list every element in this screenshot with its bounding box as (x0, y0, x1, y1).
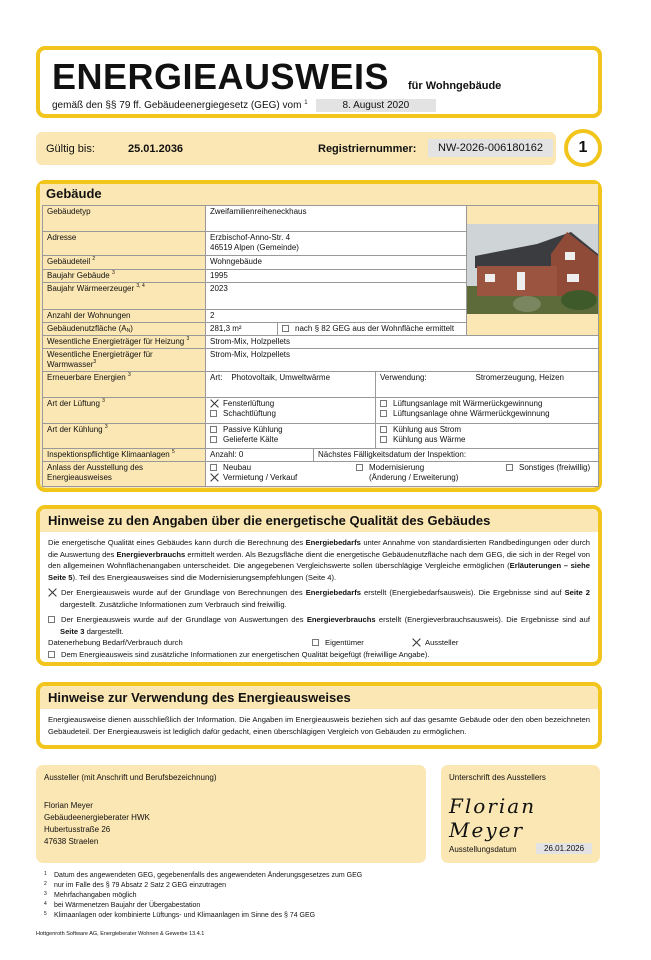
title-box (36, 46, 602, 118)
label-part: Gebäudeteil $^2$ (43, 256, 206, 270)
value-heat-carrier: Strom-Mix, Holzpellets (206, 336, 599, 349)
checkbox-cooling-heat[interactable]: Kühlung aus Wärme (380, 435, 594, 445)
issue-date: 26.01.2026 (536, 843, 592, 854)
label-type: Gebäudetyp (43, 206, 206, 232)
value-address (206, 232, 467, 256)
label-renewables: Erneuerbare Energien $^3$ (43, 372, 206, 398)
value-heater-year: 2023 (206, 283, 467, 310)
label-heat-carrier: Wesentliche Energieträger für Heizung $^3$ (43, 336, 206, 349)
software-credit: Hottgenroth Software AG, Energieberater Wohnen & Gewerbe 13.4.1 (36, 931, 205, 937)
usage-text: Energieausweise dienen ausschließlich der Information. Die Angaben im Energieausweis beziehen sich auf das gesamte Gebäude oder den oben bezeichneten Gebäudeteil. Der Energieausweis ist lediglich dafür gedacht, einen überschlägigen Vergleich von Gebäuden zu ermöglichen. (48, 715, 590, 736)
checkbox-extra-info[interactable]: Dem Energieausweis sind zusätzliche Informationen zur energetischen Qualität beigefügt (freiwillige Angabe). (40, 649, 598, 661)
issuer-street: Hubertusstraße 26 (44, 825, 111, 834)
building-section (36, 180, 602, 492)
value-type: Zweifamilienreiheneckhaus (206, 206, 467, 232)
issue-date-label: Ausstellungsdatum (449, 845, 517, 854)
page-number: 1 (564, 129, 602, 167)
address-line-1: Erzbischof-Anno-Str. 4 (210, 233, 291, 242)
cooling-options-2 (376, 424, 599, 449)
label-ventilation: Art der Lüftung $^3$ (43, 398, 206, 424)
label-year: Baujahr Gebäude $^3$ (43, 270, 206, 283)
checkbox-delivered-cold[interactable]: Gelieferte Kälte (210, 435, 371, 445)
issuer-city: 47638 Straelen (44, 837, 99, 846)
signature-box (441, 765, 600, 863)
registration-label: Registriernummer: (318, 143, 417, 155)
checkbox-neubau[interactable]: Neubau (210, 463, 594, 473)
label-ac: Inspektionspflichtige Klimaanlagen $^5$ (43, 449, 206, 462)
law-date: 8. August 2020 (316, 99, 436, 112)
address-line-2: 46519 Alpen (Gemeinde) (210, 243, 299, 252)
issuer-title: Gebäudeenergieberater HWK (44, 813, 150, 822)
section-title: Hinweise zu den Angaben über die energetische Qualität des Gebäudes (40, 509, 598, 532)
label-cooling: Art der Kühlung $^3$ (43, 424, 206, 449)
checkbox-owner[interactable]: Eigentümer (312, 637, 364, 649)
registration-number: NW-2026-006180162 (428, 139, 553, 157)
value-area: 281,3 m² (206, 323, 278, 336)
issuer-name: Florian Meyer (44, 801, 93, 810)
footnotes (44, 870, 362, 920)
label-reason: Anlass der Ausstellung des Energieausweises (43, 462, 206, 487)
checkbox-lueftung-mit-wrg[interactable]: Lüftungsanlage mit Wärmerückgewinnung (380, 399, 594, 409)
law-reference (52, 99, 436, 112)
label-water-carrier: Wesentliche Energieträger für Warmwasser$^3$ (43, 349, 206, 372)
checkbox-schachtlueftung[interactable]: Schachtlüftung (210, 409, 371, 419)
notes-paragraph: Die energetische Qualität eines Gebäudes kann durch die Berechnung des Energiebedarfs unter Annahme von standardisierten Randbedingungen oder durch die Auswertung des Energieverbrauchs ermittelt werden. Als Bezugsfläche dient die energetische Gebäudenutzfläche nach dem GEG, die sich in der Regel von den allgemeinen Wohnflächenangaben unterscheidet. Die angegebenen Vergleichswerte sollen überschlägige Vergleiche ermöglichen (Erläuterungen – siehe Seite 5). Teil des Energieausweises sind die Modernisierungsempfehlungen (Seite 4). (48, 538, 591, 582)
house-photo-icon (467, 224, 598, 314)
value-water-carrier: Strom-Mix, Holzpellets (206, 349, 599, 372)
footnote: $^2$ nur im Falle des § 79 Absatz 2 Satz 2 GEG einzutragen (44, 881, 226, 889)
checkbox-cooling-electric[interactable]: Kühlung aus Strom (380, 425, 594, 435)
building-photo (467, 206, 599, 336)
label-address: Adresse (43, 232, 206, 256)
notes-section (36, 505, 602, 666)
checkbox-vermietung[interactable]: Vermietung / Verkauf (210, 473, 594, 483)
footnote-ref: 1 (304, 100, 308, 106)
cooling-options (206, 424, 376, 449)
usage-section (36, 682, 602, 749)
section-title: Gebäude (40, 184, 598, 204)
section-title: Hinweise zur Verwendung des Energieausweises (40, 686, 598, 709)
reason-options (206, 462, 599, 487)
checkbox-modernisierung[interactable]: Modernisierung (Änderung / Erweiterung) (356, 463, 458, 483)
valid-until-value: 25.01.2036 (128, 143, 184, 155)
checkbox-demand-certificate[interactable]: Der Energieausweis wurde auf der Grundlage von Berechnungen des Energiebedarfs erstellt (Energiebedarfsausweis). Die Ergebnisse sind auf Seite 2 dargestellt. Zusätzliche Informationen zum Verbrauch sind freiwillig. (40, 587, 598, 610)
area-checkbox[interactable]: nach § 82 GEG aus der Wohnfläche ermittelt (278, 323, 467, 336)
label-heater-year: Baujahr Wärmeerzeuger $^{3, 4}$ (43, 283, 206, 310)
signature-label: Unterschrift des Ausstellers (449, 773, 546, 782)
label-area: Gebäudenutzfläche $(A_N)$ (43, 323, 206, 336)
value-ac-next: Nächstes Fälligkeitsdatum der Inspektion: (314, 449, 599, 462)
value-renewables-type: Art: Photovoltaik, Umweltwärme (206, 372, 376, 398)
law-text: gemäß den §§ 79 ff. Gebäudeenergiegesetz (GEG) vom (52, 100, 302, 111)
checkbox-fensterlueftung[interactable]: Fensterlüftung (210, 399, 371, 409)
footnote: $^3$ Mehrfachangaben möglich (44, 891, 137, 899)
checkbox-issuer[interactable]: Aussteller (412, 637, 458, 649)
document-title: ENERGIEAUSWEIS (52, 56, 390, 97)
checkbox-sonstiges[interactable]: Sonstiges (freiwillig) (506, 463, 590, 473)
value-year: 1995 (206, 270, 467, 283)
value-part: Wohngebäude (206, 256, 467, 270)
value-renewables-use: Verwendung: Stromerzeugung, Heizen (376, 372, 599, 398)
signature: Florian Meyer (449, 794, 537, 842)
footnote: $^4$ bei Wärmenetzen Baujahr der Übergabestation (44, 901, 201, 909)
building-table (42, 205, 599, 487)
footnote: $^1$ Datum des angewendeten GEG, gegebenenfalls des angewendeten Änderungsgesetzes zum GEG (44, 871, 363, 879)
checkbox-lueftung-ohne-wrg[interactable]: Lüftungsanlage ohne Wärmerückgewinnung (380, 409, 594, 419)
checkbox-consumption-certificate[interactable]: Der Energieausweis wurde auf der Grundlage von Auswertungen des Energieverbrauchs erstellt (Energieverbrauchsausweis). Die Ergebnisse sind auf Seite 3 dargestellt. (40, 614, 598, 637)
document-subtitle: für Wohngebäude (408, 80, 502, 92)
valid-until-label: Gültig bis: (46, 143, 95, 155)
ventilation-options-2 (376, 398, 599, 424)
checkbox-passive-cooling[interactable]: Passive Kühlung (210, 425, 371, 435)
value-units: 2 (206, 310, 467, 323)
issuer-label: Aussteller (mit Anschrift und Berufsbezeichnung) (44, 773, 217, 782)
ventilation-options (206, 398, 376, 424)
label-units: Anzahl der Wohnungen (43, 310, 206, 323)
footnote: $^5$ Klimaanlagen oder kombinierte Lüftungs- und Klimaanlagen im Sinne des § 74 GEG (44, 911, 316, 919)
validity-bar (36, 132, 556, 165)
value-ac-count: Anzahl: 0 (206, 449, 314, 462)
issuer-box (36, 765, 426, 863)
data-collection-row: Datenerhebung Bedarf/Verbrauch durch Eigentümer Aussteller (48, 638, 459, 647)
